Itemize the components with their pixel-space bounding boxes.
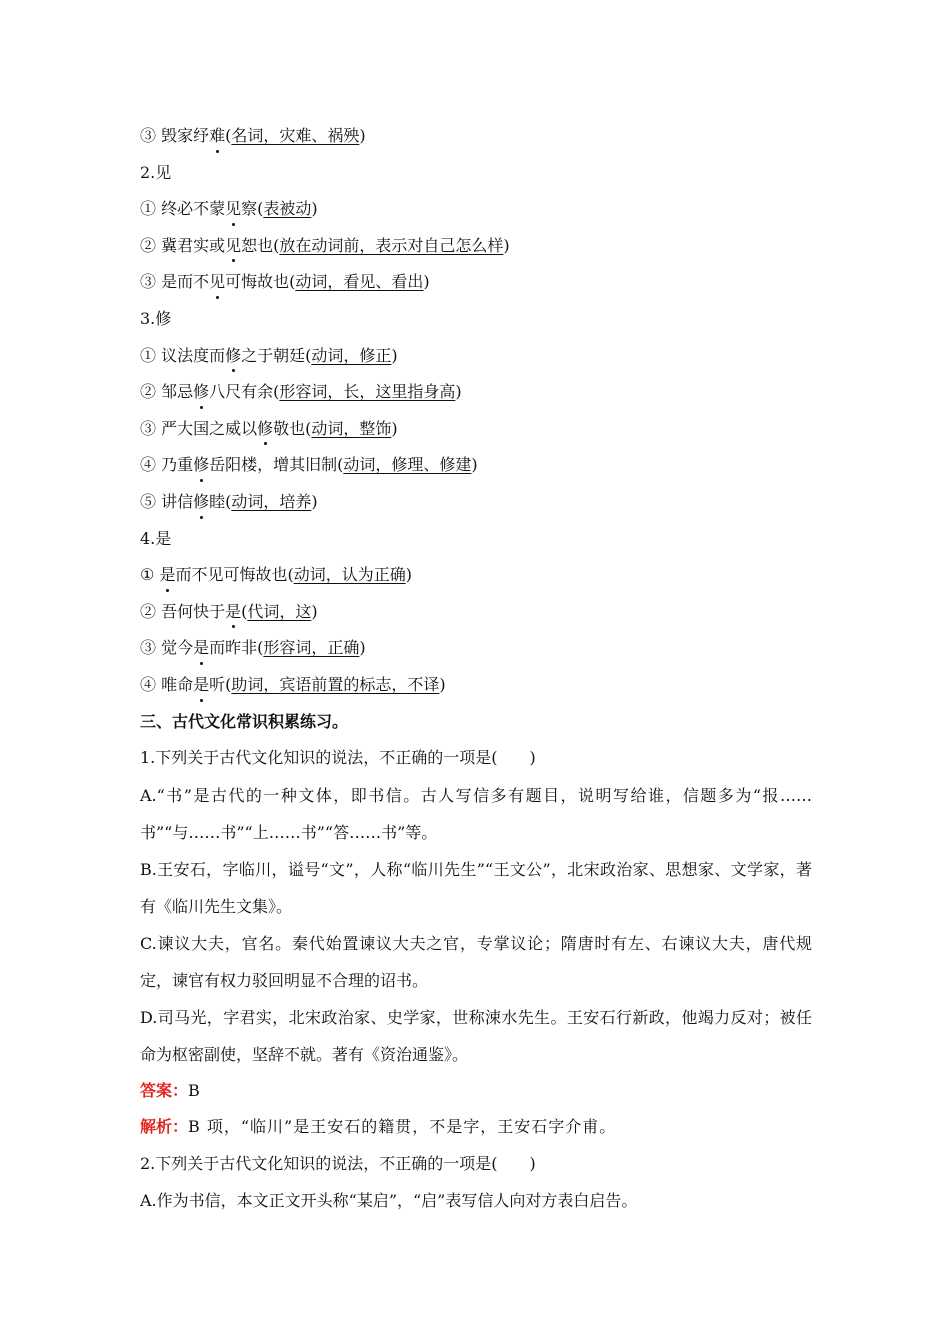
gloss-text: 动词，修理、修建: [343, 455, 472, 475]
entry-text: 可悔故也(: [225, 272, 296, 292]
word-usage-list: [140, 118, 812, 704]
option-c: C.谏议大夫，官名。秦代始置谏议大夫之官，专掌议论；隋唐时有左、右谏议大夫，唐代规定，谏官有权力驳回明显不合理的诏书。: [140, 933, 812, 990]
entry-text: ①: [140, 565, 160, 585]
entry-text: ⑤ 讲信: [140, 491, 194, 511]
entry-text: (: [225, 126, 232, 145]
entry-text: 敬也(: [273, 418, 312, 438]
entry-text: ② 冀君实或: [140, 235, 226, 255]
entry-text: ): [359, 126, 366, 145]
usage-entry: [140, 557, 812, 594]
key-character: 是: [193, 630, 209, 667]
key-character: 难: [209, 118, 225, 155]
entry-heading: 3.修: [140, 308, 172, 328]
key-character: 修: [193, 447, 209, 484]
entry-text: ): [311, 601, 318, 621]
key-character: 是: [193, 667, 209, 704]
entry-text: ② 邹忌: [140, 382, 194, 402]
section-heading: 三、古代文化常识积累练习。: [140, 711, 349, 731]
entry-text: ② 吾何快于: [140, 601, 226, 621]
entry-text: ③ 觉今: [140, 638, 194, 658]
key-character: 是: [159, 557, 175, 594]
explanation-text: B 项，“临川”是王安石的籍贯，不是字，王安石字介甫。: [188, 1117, 617, 1137]
entry-text: 岳阳楼，增其旧制(: [209, 455, 344, 475]
entry-text: ): [311, 199, 318, 219]
key-character: 修: [257, 411, 273, 448]
gloss-text: 动词，培养: [231, 491, 312, 511]
usage-entry: [140, 484, 812, 521]
key-character: 见: [225, 191, 241, 228]
gloss-text: 助词，宾语前置的标志，不译: [231, 674, 440, 694]
entry-text: 而昨非(: [209, 638, 264, 658]
key-character: 修: [193, 484, 209, 521]
explanation-label: 解析：: [140, 1117, 189, 1137]
key-character: 修: [193, 374, 209, 411]
document-content: [140, 118, 812, 1219]
entry-text: 恕也(: [241, 235, 280, 255]
explanation-line: [140, 1109, 812, 1146]
gloss-text: 动词，修正: [311, 345, 392, 365]
usage-entry: [140, 667, 812, 704]
entry-text: 之于朝廷(: [241, 345, 312, 365]
question-stem: 2.下列关于古代文化知识的说法，不正确的一项是( ): [140, 1153, 536, 1173]
key-character: 见: [209, 264, 225, 301]
entry-text: ): [503, 235, 510, 255]
entry-text: 察(: [241, 199, 264, 219]
entry-text: (: [241, 601, 248, 621]
entry-text: ④ 唯命: [140, 674, 194, 694]
question-2: [140, 1146, 812, 1220]
option-a: A.作为书信，本文正文开头称“某启”，“启”表写信人向对方表白启告。: [140, 1191, 638, 1211]
usage-entry: [140, 264, 812, 301]
entry-heading: 2.见: [140, 162, 172, 182]
usage-entry: [140, 594, 812, 631]
gloss-text: 动词，看见、看出: [295, 272, 424, 292]
gloss-text: 形容词，正确: [263, 638, 360, 658]
gloss-text: 动词，认为正确: [293, 565, 406, 585]
answer-label: 答案：: [140, 1080, 189, 1100]
entry-text: 而不见可悔故也(: [175, 565, 294, 585]
entry-text: ): [311, 491, 318, 511]
usage-entry: [140, 374, 812, 411]
entry-text: ): [455, 382, 462, 402]
option-a: A.“书”是古代的一种文体，即书信。古人写信多有题目，说明写给谁，信题多为“报……书”“与……书”“上……书”“答……书”等。: [140, 785, 812, 842]
entry-text: 睦(: [209, 491, 232, 511]
gloss-text: 动词，整饰: [311, 418, 392, 438]
gloss-text: 名词，灾难、祸殃: [231, 126, 360, 145]
answer-value: B: [188, 1080, 200, 1100]
entry-text: ): [391, 418, 398, 438]
entry-text: ③ 是而不: [140, 272, 210, 292]
usage-entry: [140, 447, 812, 484]
entry-text: ): [423, 272, 430, 292]
entry-text: ① 议法度而: [140, 345, 226, 365]
usage-entry: [140, 338, 812, 375]
question-stem: 1.下列关于古代文化知识的说法，不正确的一项是( ): [140, 748, 536, 768]
gloss-text: 表被动: [263, 199, 312, 219]
entry-text: ): [359, 638, 366, 658]
entry-text: ): [439, 674, 446, 694]
gloss-text: 放在动词前，表示对自己怎么样: [279, 235, 504, 255]
entry-text: ① 终必不蒙: [140, 199, 226, 219]
key-character: 修: [225, 338, 241, 375]
entry-text: 八尺有余(: [209, 382, 280, 402]
gloss-text: 形容词，长，这里指身高: [279, 382, 456, 402]
usage-entry: [140, 191, 812, 228]
entry-text: ④ 乃重: [140, 455, 194, 475]
option-d: D.司马光，字君实，北宋政治家、史学家，世称涑水先生。王安石行新政，他竭力反对；被任命为枢密副使，坚辞不就。著有《资治通鉴》。: [140, 1007, 812, 1064]
usage-entry: [140, 411, 812, 448]
entry-text: ③ 严大国之威以: [140, 418, 258, 438]
entry-text: 听(: [209, 674, 232, 694]
option-b: B.王安石，字临川，谥号“文”，人称“临川先生”“王文公”，北宋政治家、思想家、文学家，著有《临川先生文集》。: [140, 859, 812, 916]
answer-line: [140, 1073, 812, 1110]
entry-text: ): [471, 455, 478, 475]
key-character: 见: [225, 228, 241, 265]
entry-text: ): [391, 345, 398, 365]
usage-entry: [140, 630, 812, 667]
key-character: 是: [225, 594, 241, 631]
question-1: [140, 740, 812, 1146]
entry-text: ③ 毁家纾: [140, 126, 210, 145]
entry-text: ): [405, 565, 412, 585]
entry-heading: 4.是: [140, 528, 172, 548]
usage-entry: [140, 118, 812, 155]
gloss-text: 代词，这: [247, 601, 312, 621]
usage-entry: [140, 228, 812, 265]
